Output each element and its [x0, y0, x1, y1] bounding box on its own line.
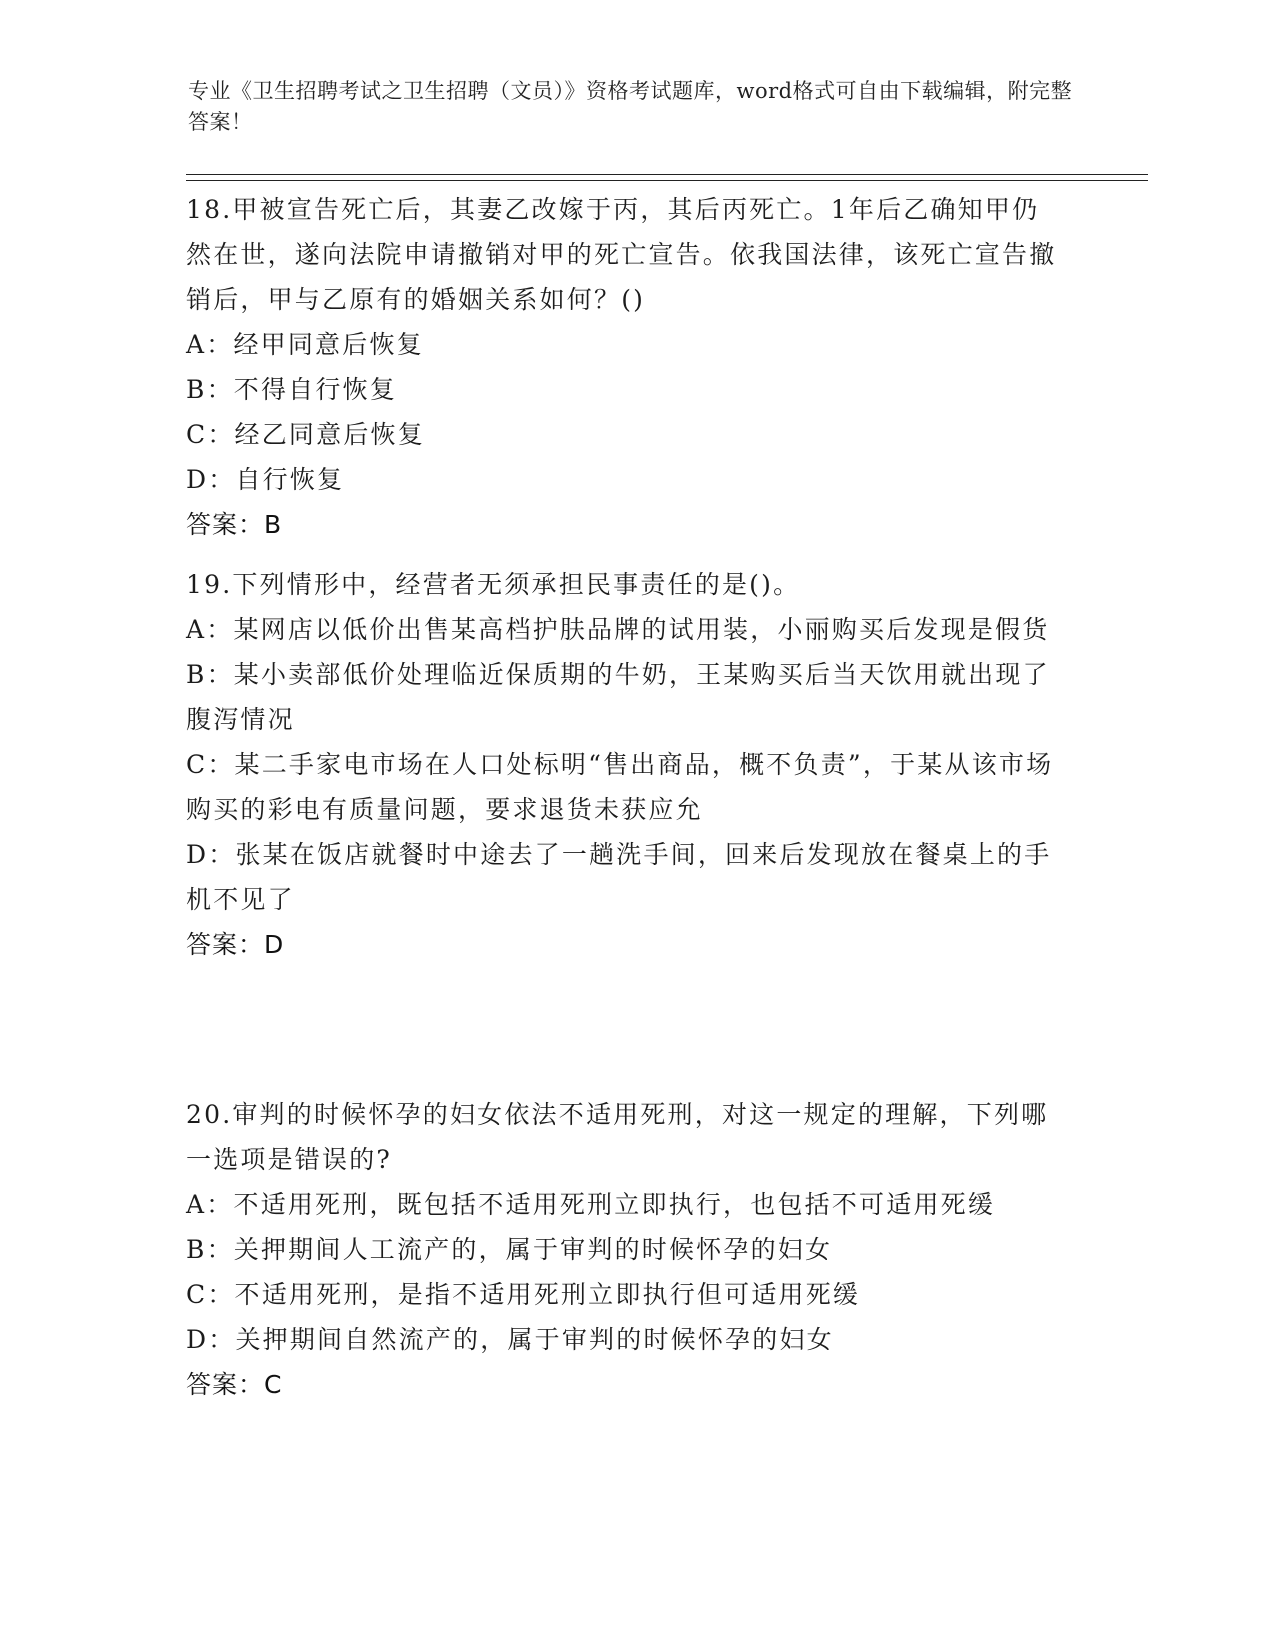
option-a: A：不适用死刑，既包括不适用死刑立即执行，也包括不可适用死缓	[186, 1190, 996, 1219]
option-c: C：不适用死刑，是指不适用死刑立即执行但可适用死缓	[186, 1280, 861, 1309]
question-18	[186, 187, 1066, 547]
option-c: C：经乙同意后恢复	[186, 420, 425, 449]
option-b: B：不得自行恢复	[186, 375, 397, 404]
option-b: B：关押期间人工流产的，属于审判的时候怀孕的妇女	[186, 1235, 833, 1264]
option-b: B：某小卖部低价处理临近保质期的牛奶，王某购买后当天饮用就出现了腹泻情况	[186, 660, 1050, 734]
option-d: D：张某在饭店就餐时中途去了一趟洗手间，回来后发现放在餐桌上的手机不见了	[186, 840, 1052, 914]
question-20	[186, 1092, 1066, 1407]
question-19	[186, 562, 1066, 967]
document-header: 专业《卫生招聘考试之卫生招聘（文员）》资格考试题库，word格式可自由下载编辑，附完整答案！	[188, 79, 1073, 134]
option-c: C：某二手家电市场在人口处标明“售出商品，概不负责”，于某从该市场购买的彩电有质量问题，要求退货未获应允	[186, 750, 1054, 824]
header-divider-bottom	[186, 180, 1148, 181]
header-divider-top	[186, 174, 1148, 175]
option-d: D：自行恢复	[186, 465, 345, 494]
question-stem: 18.甲被宣告死亡后，其妻乙改嫁于丙，其后丙死亡。1年后乙确知甲仍然在世，遂向法院申请撤销对甲的死亡宣告。依我国法律，该死亡宣告撤销后，甲与乙原有的婚姻关系如何？()	[186, 195, 1057, 314]
answer-label: 答案：B	[186, 510, 283, 539]
answer-label: 答案：C	[186, 1370, 283, 1399]
option-a: A：经甲同意后恢复	[186, 330, 424, 359]
option-d: D：关押期间自然流产的，属于审判的时候怀孕的妇女	[186, 1325, 834, 1354]
answer-label: 答案：D	[186, 930, 285, 959]
question-stem: 20.审判的时候怀孕的妇女依法不适用死刑，对这一规定的理解，下列哪一选项是错误的?	[186, 1100, 1049, 1174]
option-a: A：某网店以低价出售某高档护肤品牌的试用装，小丽购买后发现是假货	[186, 615, 1050, 644]
question-stem: 19.下列情形中，经营者无须承担民事责任的是()。	[186, 570, 801, 599]
